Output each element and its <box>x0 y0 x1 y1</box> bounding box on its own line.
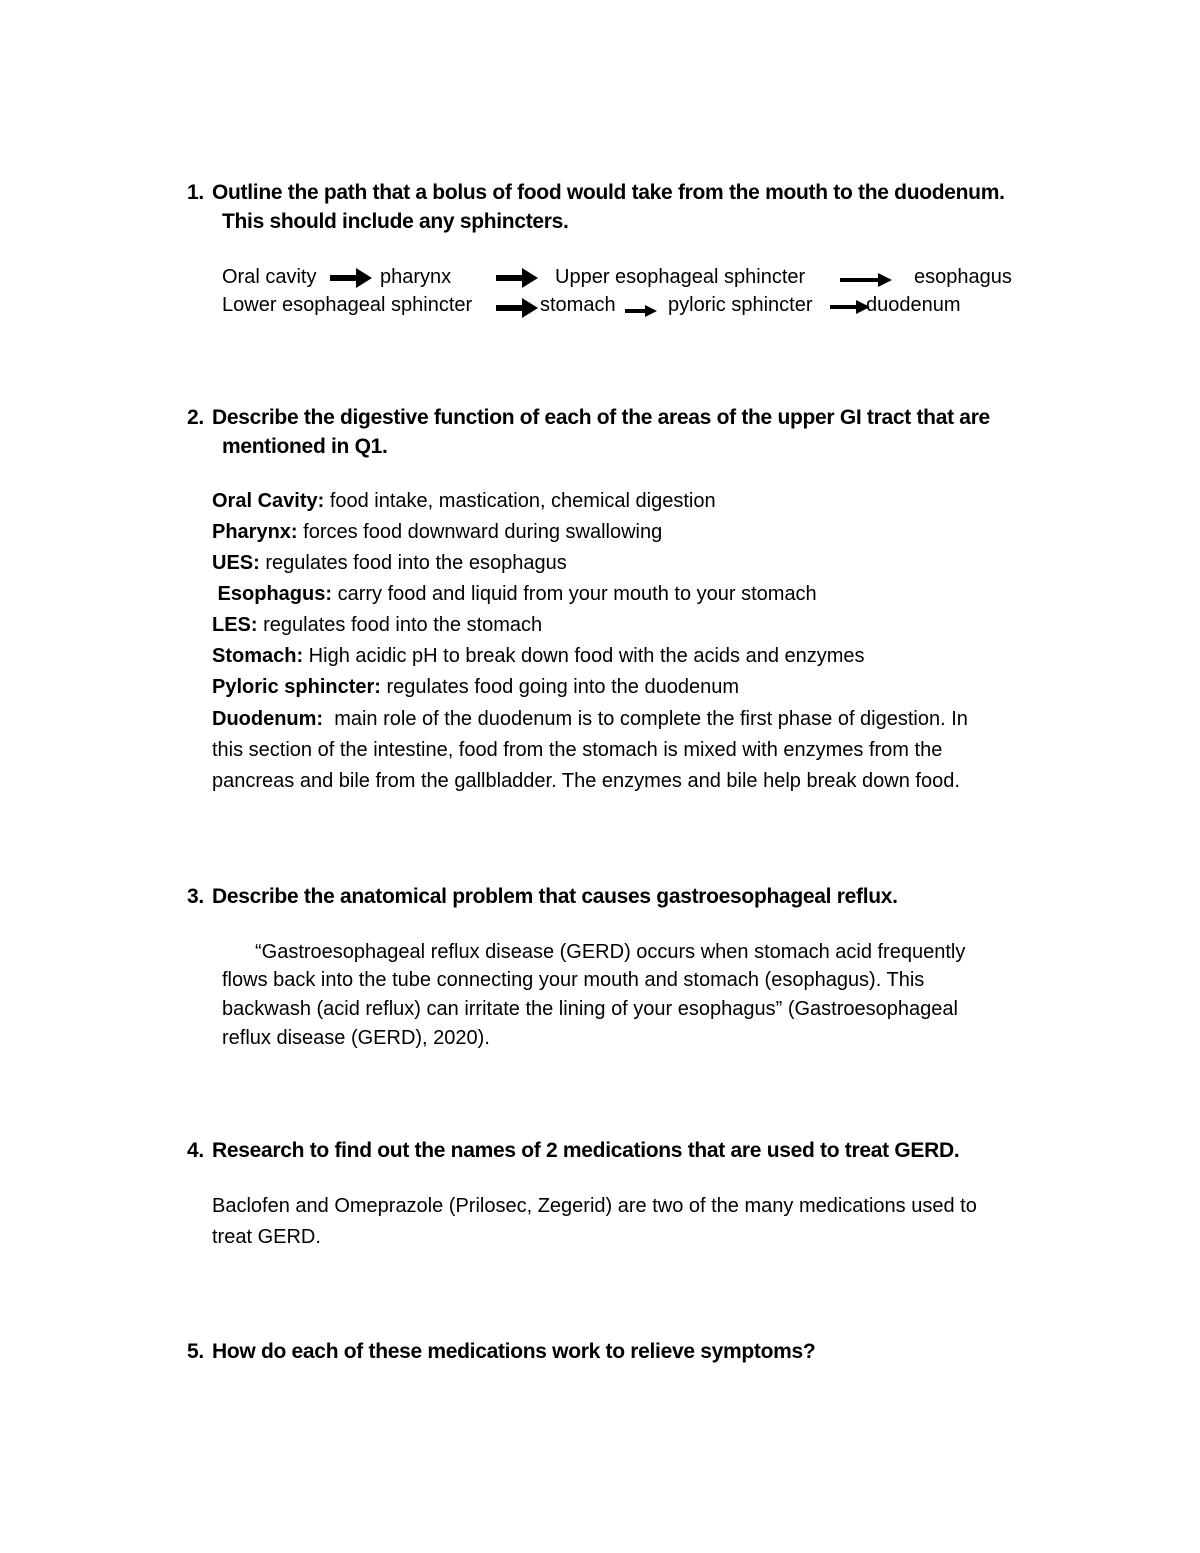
answer-ues <box>212 548 567 579</box>
answer-les <box>212 610 542 641</box>
arrow-right-icon <box>496 298 538 318</box>
path-stomach: stomach <box>540 294 616 316</box>
question-1-number: 1. <box>187 181 204 204</box>
path-lower-esophageal-sphincter: Lower esophageal sphincter <box>222 294 473 316</box>
question-3-heading <box>187 882 898 911</box>
path-duodenum: duodenum <box>866 294 961 316</box>
path-esophagus: esophagus <box>914 266 1012 288</box>
question-1-text-line1: Outline the path that a bolus of food would take from the mouth to the duodenum. <box>212 181 1005 204</box>
q3-answer-line-4: reflux disease (GERD), 2020). <box>222 1027 490 1049</box>
term-label: Esophagus: <box>212 583 333 605</box>
question-2-heading <box>187 403 990 432</box>
term-description: regulates food into the stomach <box>257 614 543 636</box>
answer-stomach <box>212 641 865 672</box>
answer-pyloric-sphincter <box>212 672 739 703</box>
arrow-right-icon <box>840 273 892 287</box>
question-2-number: 2. <box>187 406 204 429</box>
q3-answer-line-2: flows back into the tube connecting your mouth and stomach (esophagus). This <box>222 969 925 991</box>
question-5-heading <box>187 1337 815 1366</box>
q4-answer-line-2: treat GERD. <box>212 1226 321 1248</box>
term-description: main role of the duodenum is to complete the first phase of digestion. In <box>323 708 968 730</box>
term-label: Oral Cavity: <box>212 490 325 512</box>
path-oral-cavity: Oral cavity <box>222 266 317 288</box>
answer-duodenum <box>212 704 968 735</box>
question-5-text-line1: How do each of these medications work to relieve symptoms? <box>212 1340 816 1363</box>
term-description: forces food downward during swallowing <box>297 521 663 543</box>
term-description: regulates food going into the duodenum <box>380 676 739 698</box>
term-description: food intake, mastication, chemical digestion <box>324 490 716 512</box>
term-label: Stomach: <box>212 645 304 667</box>
question-2-text-line2: mentioned in Q1. <box>222 435 388 458</box>
answer-oral-cavity <box>212 486 716 517</box>
question-4-number: 4. <box>187 1139 204 1162</box>
term-description: regulates food into the esophagus <box>259 552 567 574</box>
term-label: Pharynx: <box>212 521 298 543</box>
question-3-number: 3. <box>187 885 204 908</box>
q4-answer-line-1: Baclofen and Omeprazole (Prilosec, Zegerid) are two of the many medications used to <box>212 1195 977 1217</box>
q3-answer-line-3: backwash (acid reflux) can irritate the lining of your esophagus” (Gastroesophageal <box>222 998 958 1020</box>
path-pharynx: pharynx <box>380 266 452 288</box>
arrow-right-icon <box>496 268 538 288</box>
path-pyloric-sphincter: pyloric sphincter <box>668 294 813 316</box>
term-label: Pyloric sphincter: <box>212 676 381 698</box>
answer-duodenum-continued-2: pancreas and bile from the gallbladder. The enzymes and bile help break down food. <box>212 770 960 792</box>
q3-answer-line-1: “Gastroesophageal reflux disease (GERD) occurs when stomach acid frequently <box>255 941 966 963</box>
arrow-right-icon <box>625 305 657 317</box>
arrow-right-icon <box>830 300 870 314</box>
question-4-heading <box>187 1136 959 1165</box>
question-1-heading <box>187 178 1005 207</box>
answer-duodenum-continued-1: this section of the intestine, food from the stomach is mixed with enzymes from the <box>212 739 943 761</box>
arrow-right-icon <box>330 268 372 288</box>
path-upper-esophageal-sphincter: Upper esophageal sphincter <box>555 266 806 288</box>
term-label: UES: <box>212 552 260 574</box>
term-label: LES: <box>212 614 258 636</box>
answer-pharynx <box>212 517 662 548</box>
answer-esophagus <box>212 579 817 610</box>
question-1-text-line2: This should include any sphincters. <box>222 210 569 233</box>
question-2-text-line1: Describe the digestive function of each of the areas of the upper GI tract that are <box>212 406 990 429</box>
term-description: High acidic pH to break down food with the acids and enzymes <box>303 645 865 667</box>
term-description: carry food and liquid from your mouth to your stomach <box>332 583 817 605</box>
question-4-text-line1: Research to find out the names of 2 medications that are used to treat GERD. <box>212 1139 960 1162</box>
term-label: Duodenum: <box>212 708 324 730</box>
question-5-number: 5. <box>187 1340 204 1363</box>
question-3-text-line1: Describe the anatomical problem that causes gastroesophageal reflux. <box>212 885 898 908</box>
